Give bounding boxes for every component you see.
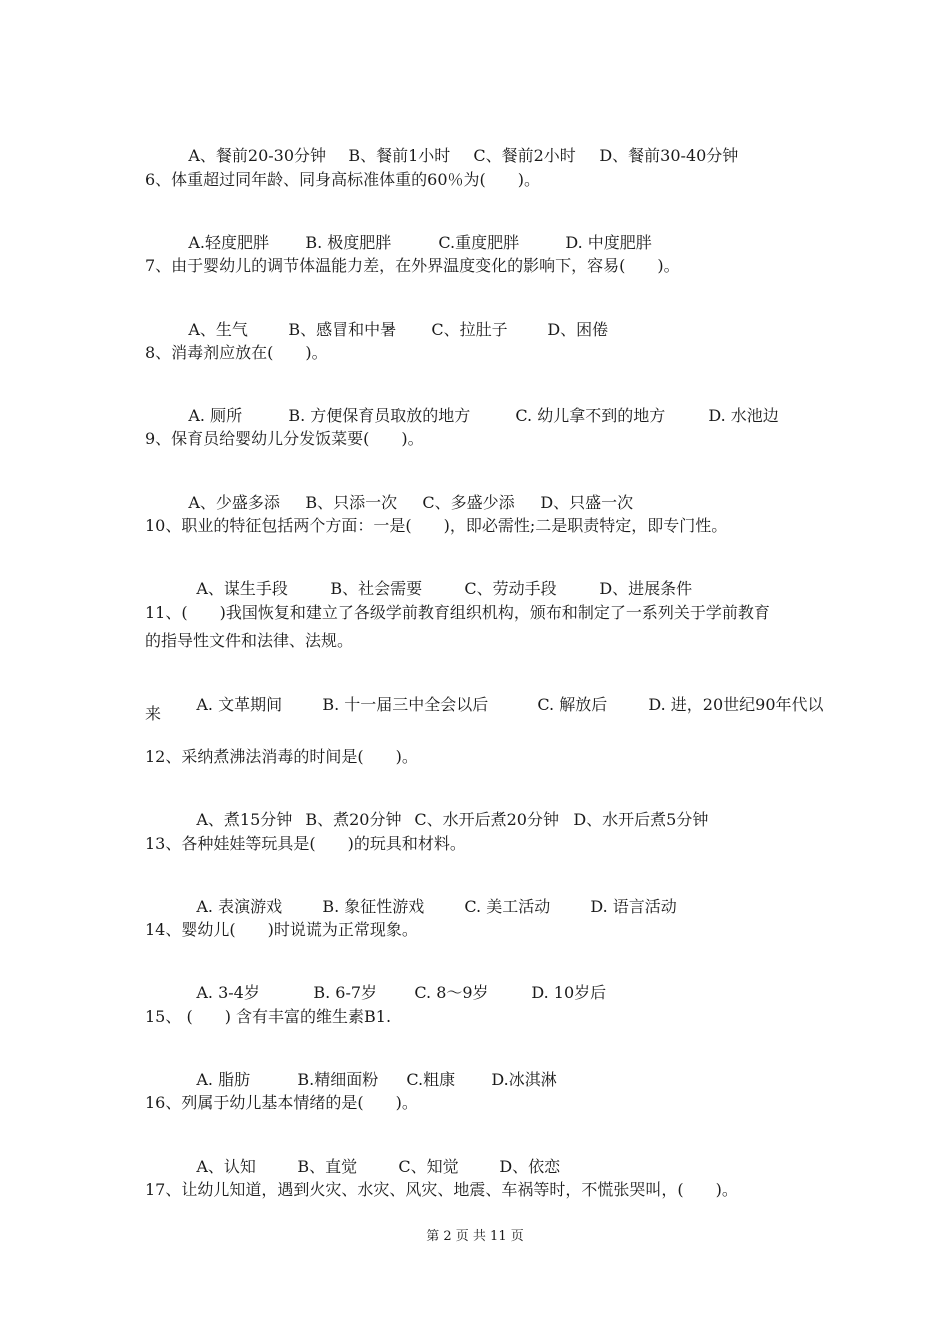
question-11-text-line1: 11、( )我国恢复和建立了各级学前教育组织机构，颁布和制定了一系列关于学前教育 [145,603,770,622]
option-c: C. 美工活动 [464,897,551,916]
question-7-text: 7、由于婴幼儿的调节体温能力差，在外界温度变化的影响下，容易( )。 [145,256,680,275]
option-d: D. 中度肥胖 [565,233,652,252]
option-a: A、认知 [196,1157,256,1176]
question-14-text: 14、婴幼儿( )时说谎为正常现象。 [145,920,418,939]
option-b: B、餐前1小时 [348,146,451,165]
option-c: C. 解放后 [537,695,608,714]
option-d: D、只盛一次 [540,493,634,512]
option-a: A. 文革期间 [196,695,283,714]
option-d: D、依恋 [499,1157,561,1176]
option-c: C. 幼儿拿不到的地方 [515,406,666,425]
option-d: D. 10岁后 [531,983,607,1002]
option-d: D. 水池边 [708,406,779,425]
option-b: B. 极度肥胖 [305,233,392,252]
option-d: D.冰淇淋 [491,1070,557,1089]
option-a: A、餐前20-30分钟 [188,146,327,165]
option-a: A、生气 [188,320,248,339]
option-d: D. 进，20世纪90年代以 [648,695,824,714]
question-8-text: 8、消毒剂应放在( )。 [145,343,328,362]
question-11-options [176,675,824,735]
option-b: B. 象征性游戏 [322,897,425,916]
option-d: D. 语言活动 [590,897,677,916]
question-11-text-line2: 的指导性文件和法律、法规。 [145,631,354,650]
option-b: B.精细面粉 [297,1070,379,1089]
option-a: A、少盛多添 [188,493,280,512]
option-a: A. 3-4岁 [196,983,260,1002]
question-16-text: 16、列属于幼儿基本情绪的是( )。 [145,1093,418,1112]
question-11-options-wrap: 来 [145,704,162,723]
option-c: C.粗康 [406,1070,456,1089]
option-a: A. 厕所 [188,406,243,425]
option-c: C、水开后煮20分钟 [414,810,559,829]
option-b: B、社会需要 [330,579,423,598]
option-c: C、知觉 [398,1157,459,1176]
question-6-text: 6、体重超过同年龄、同身高标准体重的60％为( )。 [145,170,541,189]
option-d: D、水开后煮5分钟 [573,810,709,829]
option-b: B. 十一届三中全会以后 [322,695,489,714]
option-c: C、劳动手段 [464,579,557,598]
page-number-footer: 第 2 页 共 11 页 [426,1229,524,1244]
option-c: C、拉肚子 [431,320,508,339]
option-a: A、煮15分钟 [196,810,293,829]
option-c: C.重度肥胖 [438,233,520,252]
option-b: B、煮20分钟 [305,810,402,829]
option-c: C、餐前2小时 [473,146,576,165]
option-d: D、进展条件 [599,579,693,598]
question-13-text: 13、各种娃娃等玩具是( )的玩具和材料。 [145,834,466,853]
option-c: C. 8～9岁 [414,983,489,1002]
question-17-text: 17、让幼儿知道，遇到火灾、水灾、风灾、地震、车祸等时，不慌张哭叫，( )。 [145,1180,738,1199]
question-10-text: 10、职业的特征包括两个方面：一是( )，即必需性;二是职责特定，即专门性。 [145,516,728,535]
option-b: B、只添一次 [305,493,398,512]
option-b: B. 6-7岁 [313,983,378,1002]
question-9-text: 9、保育员给婴幼儿分发饭菜要( )。 [145,429,424,448]
option-c: C、多盛少添 [422,493,515,512]
option-d: D、餐前30-40分钟 [599,146,739,165]
option-a: A、谋生手段 [196,579,288,598]
option-a: A. 脂肪 [196,1070,251,1089]
option-a: A. 表演游戏 [196,897,283,916]
question-15-text: 15、 ( ) 含有丰富的维生素B1. [145,1007,392,1026]
question-12-text: 12、采纳煮沸法消毒的时间是( )。 [145,747,418,766]
option-b: B. 方便保育员取放的地方 [288,406,471,425]
option-d: D、困倦 [547,320,609,339]
option-b: B、感冒和中暑 [288,320,397,339]
option-a: A.轻度肥胖 [188,233,269,252]
option-b: B、直觉 [297,1157,358,1176]
